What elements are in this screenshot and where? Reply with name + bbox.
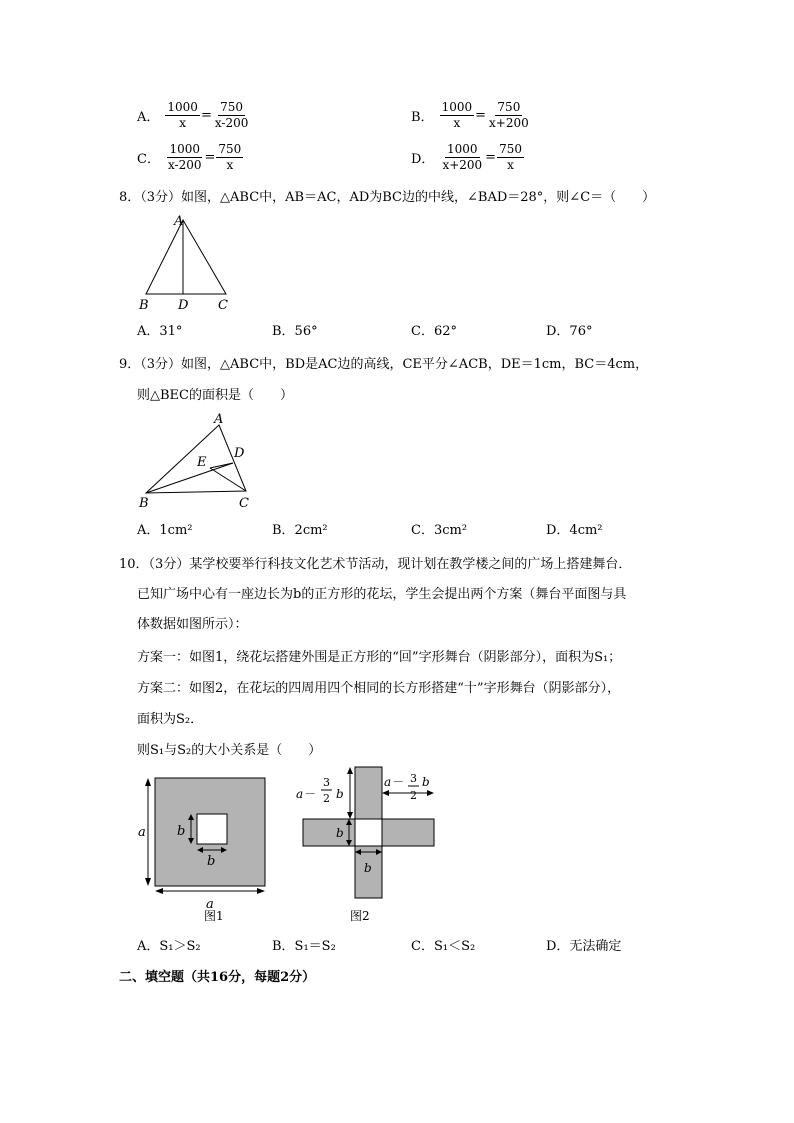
q7-option-b[interactable] [411, 100, 531, 131]
equals-sign: = [485, 150, 497, 165]
q8-option-d[interactable]: D．76° [546, 324, 593, 339]
q10-option-a[interactable]: A．S₁＞S₂ [137, 939, 201, 954]
right-expr-suffix: b [422, 775, 430, 789]
section-heading: 二、填空题（共16分，每题2分） [119, 970, 316, 985]
q8-option-b[interactable]: B．56° [272, 324, 318, 339]
right-expr-prefix: a－ [384, 775, 404, 789]
label-b-bottom: b [364, 861, 372, 875]
flower-bed [355, 819, 382, 846]
option-label: B． [411, 110, 434, 125]
left-expr-prefix: a－ [296, 787, 316, 801]
q10-option-d[interactable]: D．无法确定 [546, 939, 622, 954]
label-c: C [239, 496, 249, 511]
figure-2-caption: 图2 [350, 909, 370, 923]
q10-plan-one: 方案一：如图1，绕花坛搭建外围是正方形的“回”字形舞台（阴影部分），面积为S₁； [137, 650, 622, 665]
q10-figure-1 [130, 768, 275, 928]
label-b: B [139, 298, 149, 313]
fraction: $\frac{1000}{x+200}$ [442, 142, 483, 172]
fraction: $\frac{1000}{x-200}$ [167, 142, 202, 172]
q7-option-a[interactable] [137, 100, 250, 131]
label-d: D [178, 298, 189, 313]
rect-right [382, 819, 434, 846]
rect-top [355, 767, 382, 819]
right-frac-num: 3 [410, 772, 417, 785]
bisector-ce [210, 468, 246, 491]
q10-question: 则S₁与S₂的大小关系是（ ） [137, 743, 322, 758]
label-e: E [197, 455, 207, 470]
q10-option-c[interactable]: C．S₁＜S₂ [411, 939, 476, 954]
q10-figure-2 [290, 760, 440, 928]
label-c: C [218, 298, 228, 313]
left-frac-num: 3 [323, 776, 330, 789]
fraction: $\frac{750}{x}$ [218, 142, 242, 172]
flower-bed [197, 814, 227, 844]
label-d: D [234, 446, 245, 461]
right-frac-den: 2 [410, 789, 417, 802]
q9-triangle-figure [130, 405, 270, 513]
triangle-abc [146, 425, 246, 493]
altitude-bd [146, 463, 233, 493]
q9-option-c[interactable]: C．3cm² [411, 523, 468, 538]
option-label: C． [137, 152, 160, 167]
q8-triangle-figure [130, 210, 240, 315]
q9-stem-line1: 9．（3分）如图，△ABC中，BD是AC边的高线，CE平分∠ACB，DE＝1cm，BC＝4cm， [119, 357, 649, 372]
label-b-bottom: b [207, 854, 216, 869]
left-expr-suffix: b [336, 787, 344, 801]
fraction: $\frac{750}{x-200}$ [214, 100, 249, 130]
q9-option-b[interactable]: B．2cm² [272, 523, 328, 538]
fraction: $\frac{1000}{x}$ [441, 100, 473, 130]
q8-option-a[interactable]: A．31° [137, 324, 183, 339]
q10-stem-line2: 已知广场中心有一座边长为b的正方形的花坛，学生会提出两个方案（舞台平面图与具 [137, 587, 627, 602]
equals-sign: = [200, 108, 212, 123]
left-frac-den: 2 [323, 792, 330, 805]
label-b-left: b [336, 826, 344, 840]
q10-stem-line3: 体数据如图所示）： [137, 617, 248, 632]
q8-stem: 8．（3分）如图，△ABC中，AB＝AC，AD为BC边的中线，∠BAD＝28°，则∠C＝（ ） [119, 190, 656, 205]
q8-option-c[interactable]: C．62° [411, 324, 457, 339]
label-a: A [174, 214, 184, 229]
option-label: D． [411, 152, 435, 167]
label-a-bottom: a [206, 897, 214, 912]
q10-plan-two: 方案二：如图2，在花坛的四周用四个相同的长方形搭建“十”字形舞台（阴影部分）， [137, 681, 621, 696]
q10-stem-line1: 10．（3分）某学校要举行科技文化艺术节活动，现计划在教学楼之间的广场上搭建舞台． [119, 557, 632, 572]
equals-sign: = [204, 150, 216, 165]
fraction: $\frac{750}{x+200}$ [489, 100, 529, 130]
q10-plan-two-cont: 面积为S₂． [137, 712, 204, 727]
q9-stem-line2: 则△BEC的面积是（ ） [137, 388, 293, 403]
q9-option-d[interactable]: D．4cm² [546, 523, 603, 538]
triangle-abc [146, 220, 226, 294]
fraction: $\frac{1000}{x}$ [167, 100, 198, 130]
label-a-side: a [138, 825, 146, 840]
label-b-side: b [177, 824, 186, 839]
q9-option-a[interactable]: A．1cm² [137, 523, 193, 538]
fraction: $\frac{750}{x}$ [499, 142, 522, 172]
q7-option-c[interactable] [137, 142, 243, 173]
q10-option-b[interactable]: B．S₁＝S₂ [272, 939, 336, 954]
label-a: A [214, 412, 224, 427]
figure-1-caption: 图1 [204, 909, 224, 923]
option-label: A． [137, 110, 160, 125]
q7-option-d[interactable] [411, 142, 524, 173]
label-b: B [139, 496, 149, 511]
equals-sign: = [475, 108, 487, 123]
